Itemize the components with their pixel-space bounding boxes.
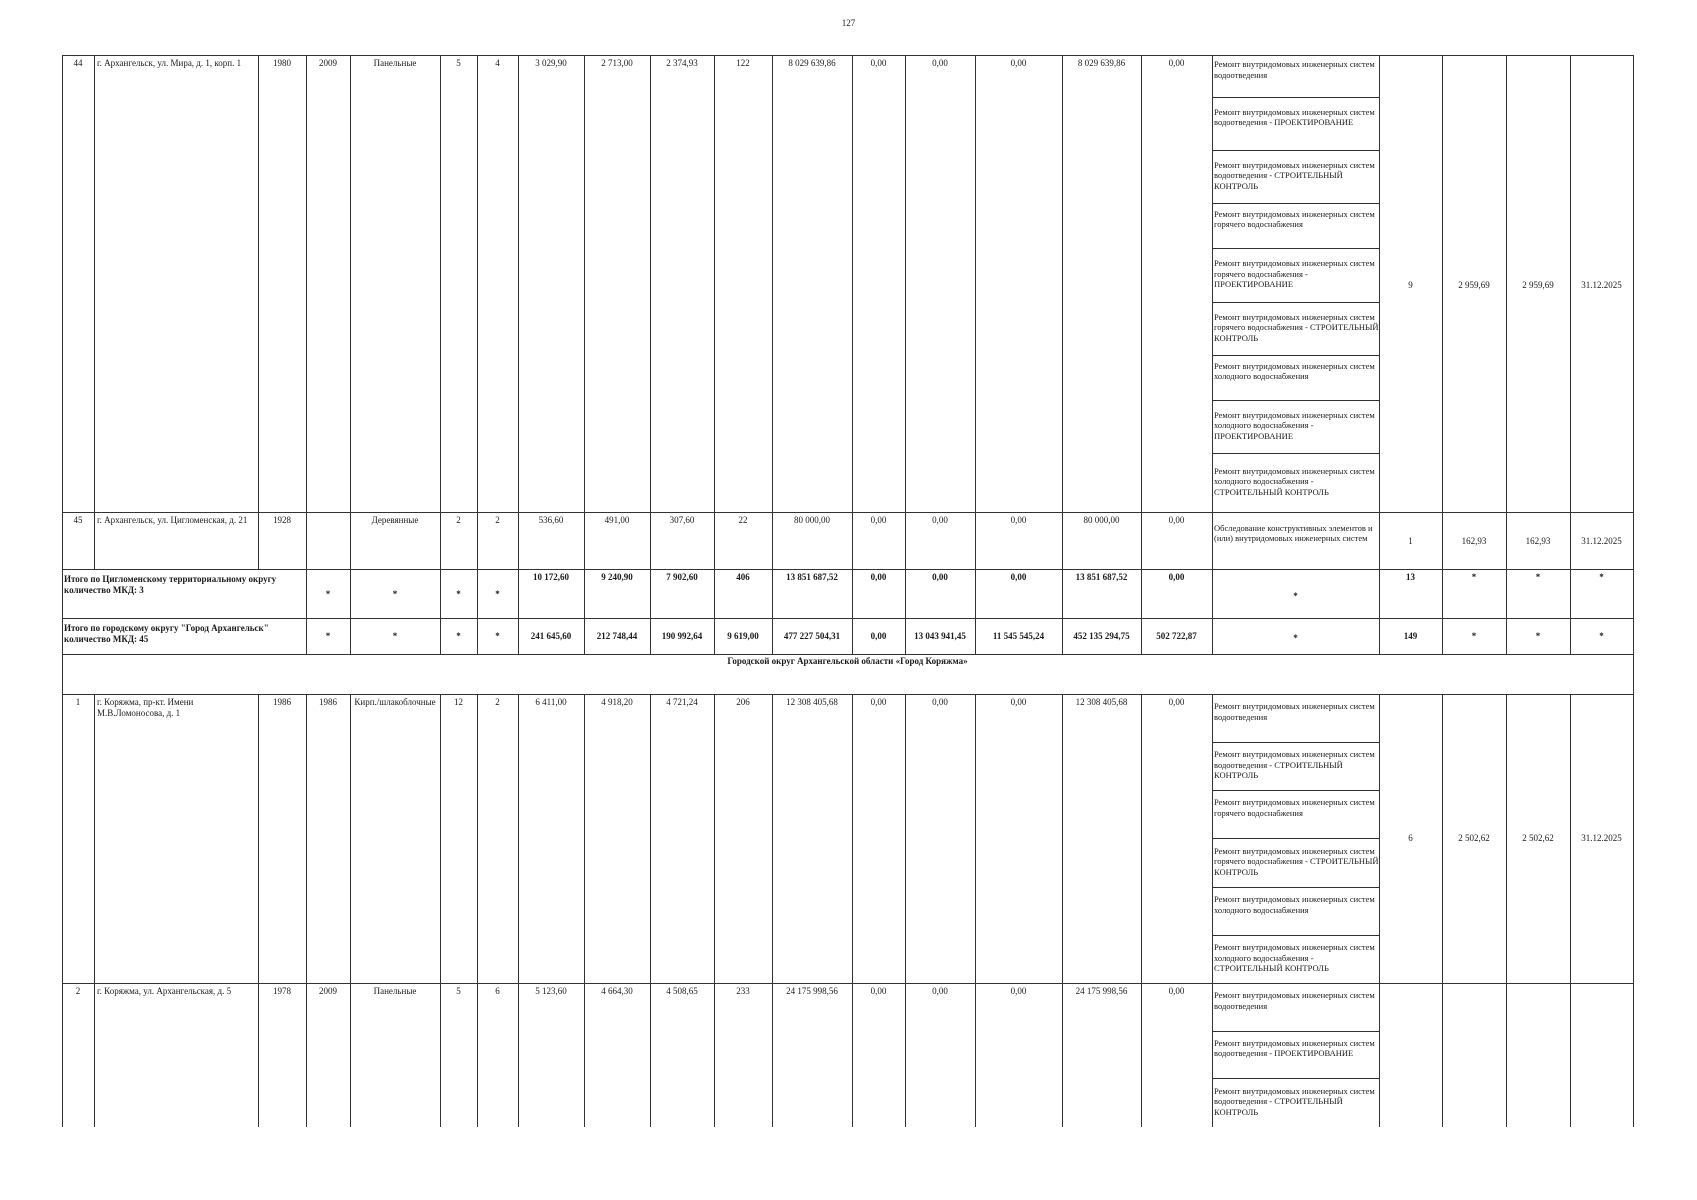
r44-work-item: Ремонт внутридомовых инженерных систем горячего водоснабжения [1214, 208, 1375, 229]
r45-residents: 22 [738, 515, 748, 525]
r44-work-item: Ремонт внутридомовых инженерных систем холодного водоснабжения [1214, 360, 1375, 381]
page-number: 127 [841, 18, 856, 28]
r44-work-item: Ремонт внутридомовых инженерных систем водоотведения [1214, 59, 1375, 80]
k1-year-overhaul: 1986 [319, 697, 337, 707]
k2-residents: 233 [736, 986, 750, 996]
k2-area-total: 5 123,60 [535, 986, 567, 996]
k1-other-funds: 0,00 [1168, 697, 1185, 707]
k1-area-total: 6 411,00 [535, 697, 567, 707]
k1-floors: 12 [454, 697, 463, 707]
r44-cost-total: 8 029 639,86 [788, 58, 836, 68]
r45-floors: 2 [456, 515, 461, 525]
total_city-owners: 452 135 294,75 [1073, 631, 1130, 641]
k1-unit-cost: 2 502,62 [1458, 833, 1490, 843]
r44-other-funds: 0,00 [1168, 58, 1185, 68]
k1-row-number: 1 [75, 697, 81, 707]
total_tsigl-residents: 406 [736, 572, 750, 582]
total_tsigl-works-count: 13 [1406, 572, 1415, 582]
k2-fund-amount: 0,00 [870, 986, 887, 996]
total_tsigl-cost-total: 13 851 687,52 [786, 572, 838, 582]
r45-local-budget: 0,00 [1010, 515, 1027, 525]
r45-area-premises: 491,00 [604, 515, 630, 525]
r45-address: г. Архангельск, ул. Цигломенская, д. 21 [97, 515, 248, 525]
total_city-star: * [325, 631, 331, 641]
total_city-cost-total: 477 227 504,31 [783, 631, 841, 641]
k1-owners-funds: 12 308 405,68 [1075, 697, 1128, 707]
k2-year-built: 1978 [273, 986, 291, 996]
r44-address: г. Архангельск, ул. Мира, д. 1, корп. 1 [97, 58, 242, 68]
total_city-area-living: 190 992,64 [661, 631, 703, 641]
r45-fund-amount: 0,00 [870, 515, 887, 525]
total_city-star: * [1599, 631, 1604, 641]
k2-entrances: 6 [495, 986, 500, 996]
total_city-other: 502 722,87 [1156, 631, 1197, 641]
total_city-area-premises: 212 748,44 [596, 631, 638, 641]
r44-row-number: 44 [73, 58, 83, 68]
r44-area-premises: 2 713,00 [601, 58, 633, 68]
total_city-star: * [1535, 631, 1541, 641]
k1-address: г. Коряжма, пр-кт. Имени М.В.Ломоносова, д. 1 [97, 697, 194, 718]
r44-deadline: 31.12.2025 [1581, 280, 1622, 290]
total_city-star: * [456, 631, 461, 641]
k2-area-living: 4 508,65 [666, 986, 698, 996]
k2-floors: 5 [456, 986, 461, 996]
total_tsigl-star: * [1535, 572, 1541, 582]
r44-works-count: 9 [1408, 280, 1413, 290]
r44-unit-cost: 2 959,69 [1458, 280, 1490, 290]
k1-area-premises: 4 918,20 [601, 697, 633, 707]
k2-work-item: Ремонт внутридомовых инженерных систем водоотведения - ПРОЕКТИРОВАНИЕ [1214, 1037, 1375, 1058]
total_tsigl-star: * [325, 589, 331, 599]
r45-row-number: 45 [73, 515, 83, 525]
r44-area-total: 3 029,90 [535, 58, 567, 68]
r44-year-overhaul: 2009 [319, 58, 337, 68]
r45-regional-budget: 0,00 [932, 515, 948, 525]
r44-work-item: Ремонт внутридомовых инженерных систем водоотведения - СТРОИТЕЛЬНЫЙ КОНТРОЛЬ [1214, 159, 1375, 191]
total_tsigl-area-living: 7 902,60 [666, 572, 698, 582]
k1-unit-cost-max: 2 502,62 [1522, 833, 1554, 843]
r44-fund-amount: 0,00 [870, 58, 887, 68]
total_tsigl-star: * [1471, 572, 1477, 582]
total_tsigl-other: 0,00 [1168, 572, 1185, 582]
k1-area-living: 4 721,24 [666, 697, 698, 707]
total_tsigl-area-total: 10 172,60 [533, 572, 569, 582]
r45-area-total: 536,60 [538, 515, 564, 525]
total_tsigl-area-premises: 9 240,90 [601, 572, 633, 582]
total_tsigl-works-star: * [1293, 591, 1298, 601]
k1-residents: 206 [736, 697, 750, 707]
k2-owners-funds: 24 175 998,56 [1075, 986, 1128, 996]
k1-entrances: 2 [495, 697, 500, 707]
total_tsigl-star: * [456, 589, 461, 599]
k1-work-item: Ремонт внутридомовых инженерных систем водоотведения - СТРОИТЕЛЬНЫЙ КОНТРОЛЬ [1214, 749, 1375, 780]
r44-work-item: Ремонт внутридомовых инженерных систем горячего водоснабжения - ПРОЕКТИРОВАНИЕ [1214, 258, 1375, 289]
k2-address: г. Коряжма, ул. Архангельская, д. 5 [97, 986, 232, 996]
r45-unit-cost-max: 162,93 [1525, 536, 1551, 546]
total_city-label: Итого по городскому округу "Город Архангельск" количество МКД: 45 [64, 623, 269, 644]
r45-deadline: 31.12.2025 [1581, 536, 1622, 546]
k1-local-budget: 0,00 [1010, 697, 1027, 707]
r44-work-item: Ремонт внутридомовых инженерных систем холодного водоснабжения - СТРОИТЕЛЬНЫЙ КОНТРОЛЬ [1214, 465, 1375, 497]
total_tsigl-owners: 13 851 687,52 [1075, 572, 1128, 582]
r44-wall-material: Панельные [373, 58, 417, 68]
k1-fund-amount: 0,00 [870, 697, 887, 707]
k2-local-budget: 0,00 [1010, 986, 1027, 996]
k2-area-premises: 4 664,30 [601, 986, 633, 996]
r45-owners-funds: 80 000,00 [1083, 515, 1120, 525]
r45-works-count: 1 [1408, 536, 1413, 546]
k1-work-item: Ремонт внутридомовых инженерных систем водоотведения [1214, 701, 1375, 722]
k1-works-count: 6 [1408, 833, 1413, 843]
k2-year-overhaul: 2009 [319, 986, 337, 996]
r45-cost-total: 80 000,00 [794, 515, 830, 525]
r44-floors: 5 [456, 58, 461, 68]
total_city-works-count: 149 [1403, 631, 1418, 641]
k2-row-number: 2 [75, 986, 81, 996]
r45-entrances: 2 [495, 515, 500, 525]
section-title: Городской округ Архангельской области «Город Коряжма» [727, 656, 968, 666]
k1-work-item: Ремонт внутридомовых инженерных систем холодного водоснабжения - СТРОИТЕЛЬНЫЙ КОНТРОЛЬ [1214, 942, 1375, 973]
r44-entrances: 4 [495, 58, 500, 68]
total_city-star: * [495, 631, 500, 641]
k2-other-funds: 0,00 [1168, 986, 1185, 996]
r44-area-living: 2 374,93 [666, 58, 698, 68]
r44-regional-budget: 0,00 [932, 58, 948, 68]
r44-owners-funds: 8 029 639,86 [1077, 58, 1126, 68]
r44-year-built: 1980 [273, 58, 291, 68]
r45-wall-material: Деревянные [371, 515, 419, 525]
k2-wall-material: Панельные [373, 986, 417, 996]
k1-work-item: Ремонт внутридомовых инженерных систем горячего водоснабжения - СТРОИТЕЛЬНЫЙ КОНТРОЛЬ [1214, 845, 1379, 877]
r44-work-item: Ремонт внутридомовых инженерных систем водоотведения - ПРОЕКТИРОВАНИЕ [1214, 106, 1375, 127]
total_tsigl-budget-region: 0,00 [932, 572, 948, 582]
k1-cost-total: 12 308 405,68 [786, 697, 838, 707]
k1-wall-material: Кирп./шлакоблочные [354, 697, 436, 707]
r45-unit-cost: 162,93 [1461, 536, 1487, 546]
k2-regional-budget: 0,00 [932, 986, 948, 996]
total_tsigl-budget-local: 0,00 [1010, 572, 1027, 582]
total_tsigl-star: * [1599, 572, 1604, 582]
total_tsigl-fund: 0,00 [870, 572, 887, 582]
total_city-works-star: * [1293, 633, 1298, 643]
r44-work-item: Ремонт внутридомовых инженерных систем горячего водоснабжения - СТРОИТЕЛЬНЫЙ КОНТРОЛЬ [1214, 311, 1379, 343]
k2-work-item: Ремонт внутридомовых инженерных систем водоотведения - СТРОИТЕЛЬНЫЙ КОНТРОЛЬ [1214, 1085, 1375, 1117]
r45-work-item: Обследование конструктивных элементов и (или) внутридомовых инженерных систем [1214, 522, 1373, 543]
total_tsigl-label: Итого по Цигломенскому территориальному округу количество МКД: 3 [64, 574, 277, 595]
total_city-star: * [392, 631, 398, 641]
r45-year-built: 1928 [273, 515, 291, 525]
k2-work-item: Ремонт внутридомовых инженерных систем водоотведения [1214, 990, 1375, 1011]
total_city-fund: 0,00 [870, 631, 887, 641]
r45-area-living: 307,60 [669, 515, 695, 525]
r44-local-budget: 0,00 [1010, 58, 1027, 68]
total_city-budget-local: 11 545 545,24 [992, 631, 1045, 641]
k2-cost-total: 24 175 998,56 [786, 986, 838, 996]
k1-work-item: Ремонт внутридомовых инженерных систем холодного водоснабжения [1214, 894, 1375, 915]
k1-work-item: Ремонт внутридомовых инженерных систем горячего водоснабжения [1214, 797, 1375, 818]
k1-deadline: 31.12.2025 [1581, 833, 1622, 843]
k1-regional-budget: 0,00 [932, 697, 948, 707]
r44-work-item: Ремонт внутридомовых инженерных систем холодного водоснабжения - ПРОЕКТИРОВАНИЕ [1214, 409, 1375, 441]
total_city-budget-region: 13 043 941,45 [914, 631, 966, 641]
r44-residents: 122 [736, 58, 750, 68]
r45-other-funds: 0,00 [1168, 515, 1185, 525]
total_city-star: * [1471, 631, 1477, 641]
r44-unit-cost-max: 2 959,69 [1522, 280, 1554, 290]
total_city-residents: 9 619,00 [727, 631, 759, 641]
total_tsigl-star: * [495, 589, 500, 599]
total_city-area-total: 241 645,60 [530, 631, 572, 641]
total_tsigl-star: * [392, 589, 398, 599]
k1-year-built: 1986 [273, 697, 291, 707]
